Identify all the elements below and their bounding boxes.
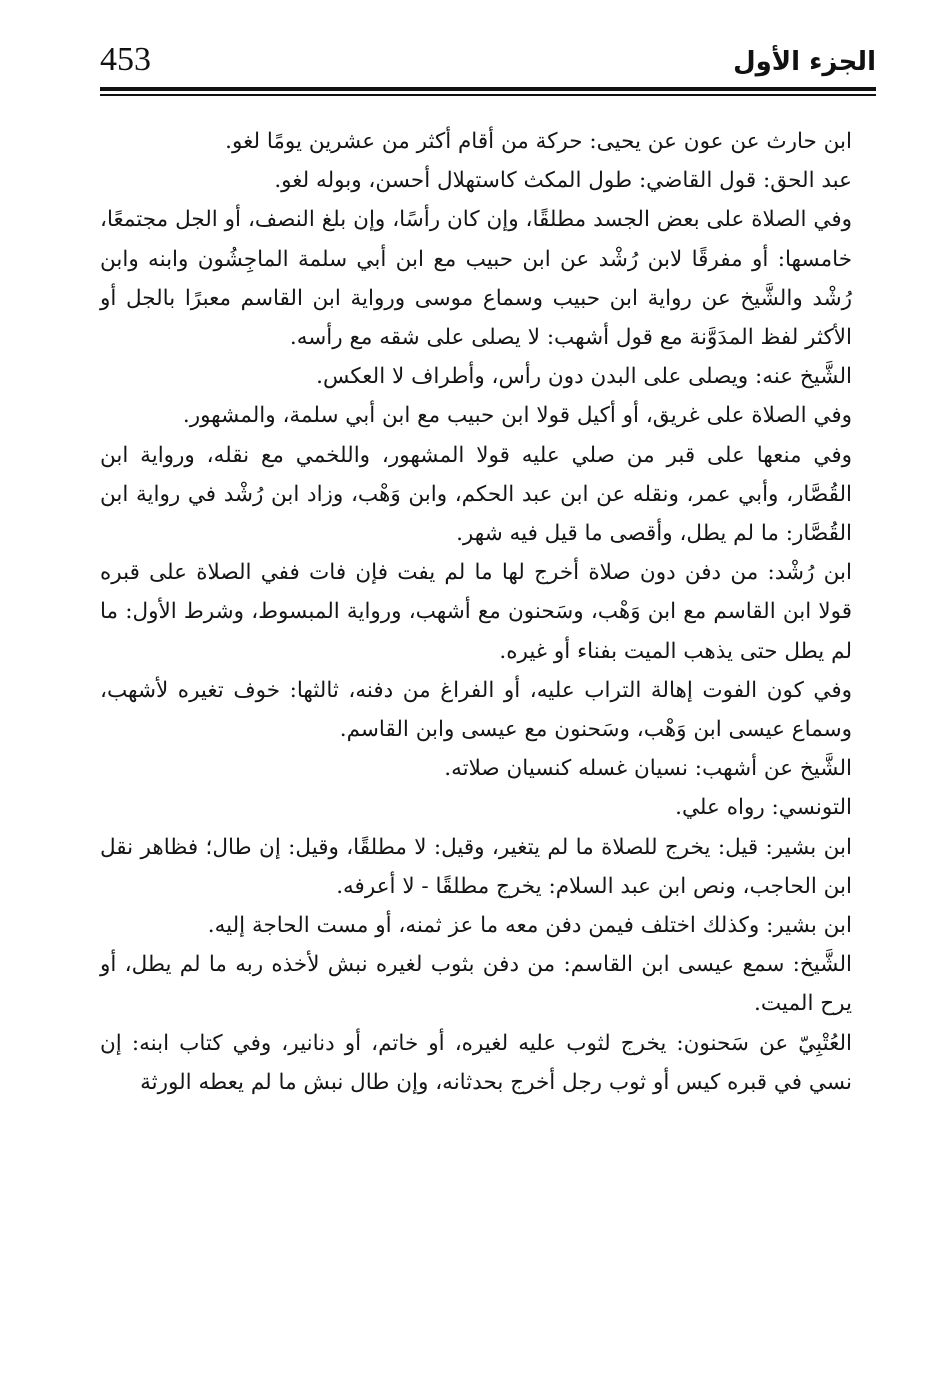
- header-rule-thin: [100, 94, 876, 96]
- paragraph-11: ابن بشير: قيل: يخرج للصلاة ما لم يتغير، وقيل: لا مطلقًا، وقيل: إن طال؛ فظاهر نقل ابن الحاجب، ونص ابن عبد السلام: يخرج مطلقًا - لا أعرفه.: [100, 834, 852, 899]
- running-title: الجزء الأول: [733, 47, 876, 77]
- page-number: 453: [100, 41, 151, 78]
- paragraph-13: الشَّيخ: سمع عيسى ابن القاسم: من دفن بثوب لغيره نبش لأخذه ربه ما لم يطل، أو يرح الميت.: [100, 952, 852, 1017]
- paragraph-5: وفي الصلاة على غريق، أو أكيل قولا ابن حبيب مع ابن أبي سلمة، والمشهور.: [182, 403, 852, 429]
- paragraph-9: الشَّيخ عن أشهب: نسيان غسله كنسيان صلاته.: [444, 756, 852, 782]
- paragraph-6: وفي منعها على قبر من صلي عليه قولا المشهور، واللخمي مع نقله، ورواية ابن القُصَّار، وأبي عمر، ونقله عن ابن عبد الحكم، وابن وَهْب، وزاد ابن رُشْد في رواية ابن القُصَّار: ما لم يطل، وأقصى ما قيل فيه شهر.: [100, 442, 852, 547]
- paragraph-12: ابن بشير: وكذلك اختلف فيمن دفن معه ما عز ثمنه، أو مست الحاجة إليه.: [207, 913, 852, 939]
- body-text: [100, 122, 870, 1102]
- paragraph-10: التونسي: رواه علي.: [675, 795, 852, 821]
- paragraph-7: ابن رُشْد: من دفن دون صلاة أخرج لها ما لم يفت فإن فات ففي الصلاة على قبره قولا ابن القاسم مع ابن وَهْب، وسَحنون مع أشهب، ورواية المبسوط، وشرط الأول: ما لم يطل حتى يذهب الميت بفناء أو غيره.: [100, 560, 852, 664]
- paragraph-1: ابن حارث عن عون عن يحيى: حركة من أقام أكثر من عشرين يومًا لغو.: [225, 129, 852, 154]
- paragraph-4: الشَّيخ عنه: ويصلى على البدن دون رأس، وأطراف لا العكس.: [316, 364, 852, 390]
- paragraph-3: وفي الصلاة على بعض الجسد مطلقًا، وإن كان رأسًا، وإن بلغ النصف، أو الجل مجتمعًا، خامسها: أو مفرقًا لابن رُشْد عن ابن حبيب مع ابن أبي سلمة الماجِشُون وابنه وابن رُشْد والشَّيخ عن رواية ابن حبيب وسماع موسى ورواية ابن القاسم معبرًا بالجل أو الأكثر لفظ المدَوَّنة مع قول أشهب: لا يصلى على شقه مع رأسه.: [100, 207, 852, 351]
- paragraph-2: عبد الحق: قول القاضي: طول المكث كاستهلال أحسن، وبوله لغو.: [274, 168, 852, 194]
- paragraph-14: العُتْبِيّ عن سَحنون: يخرج لثوب عليه لغيره، أو خاتم، أو دنانير، وفي كتاب ابنه: إن نسي في قبره كيس أو ثوب رجل أخرج بحدثانه، وإن طال نبش ما لم يعطه الورثة: [100, 1030, 852, 1095]
- page-header: [100, 36, 876, 88]
- paragraph-8: وفي كون الفوت إهالة التراب عليه، أو الفراغ من دفنه، ثالثها: خوف تغيره لأشهب، وسماع عيسى ابن وَهْب، وسَحنون مع عيسى وابن القاسم.: [100, 677, 852, 743]
- header-rule-thick: [100, 87, 876, 91]
